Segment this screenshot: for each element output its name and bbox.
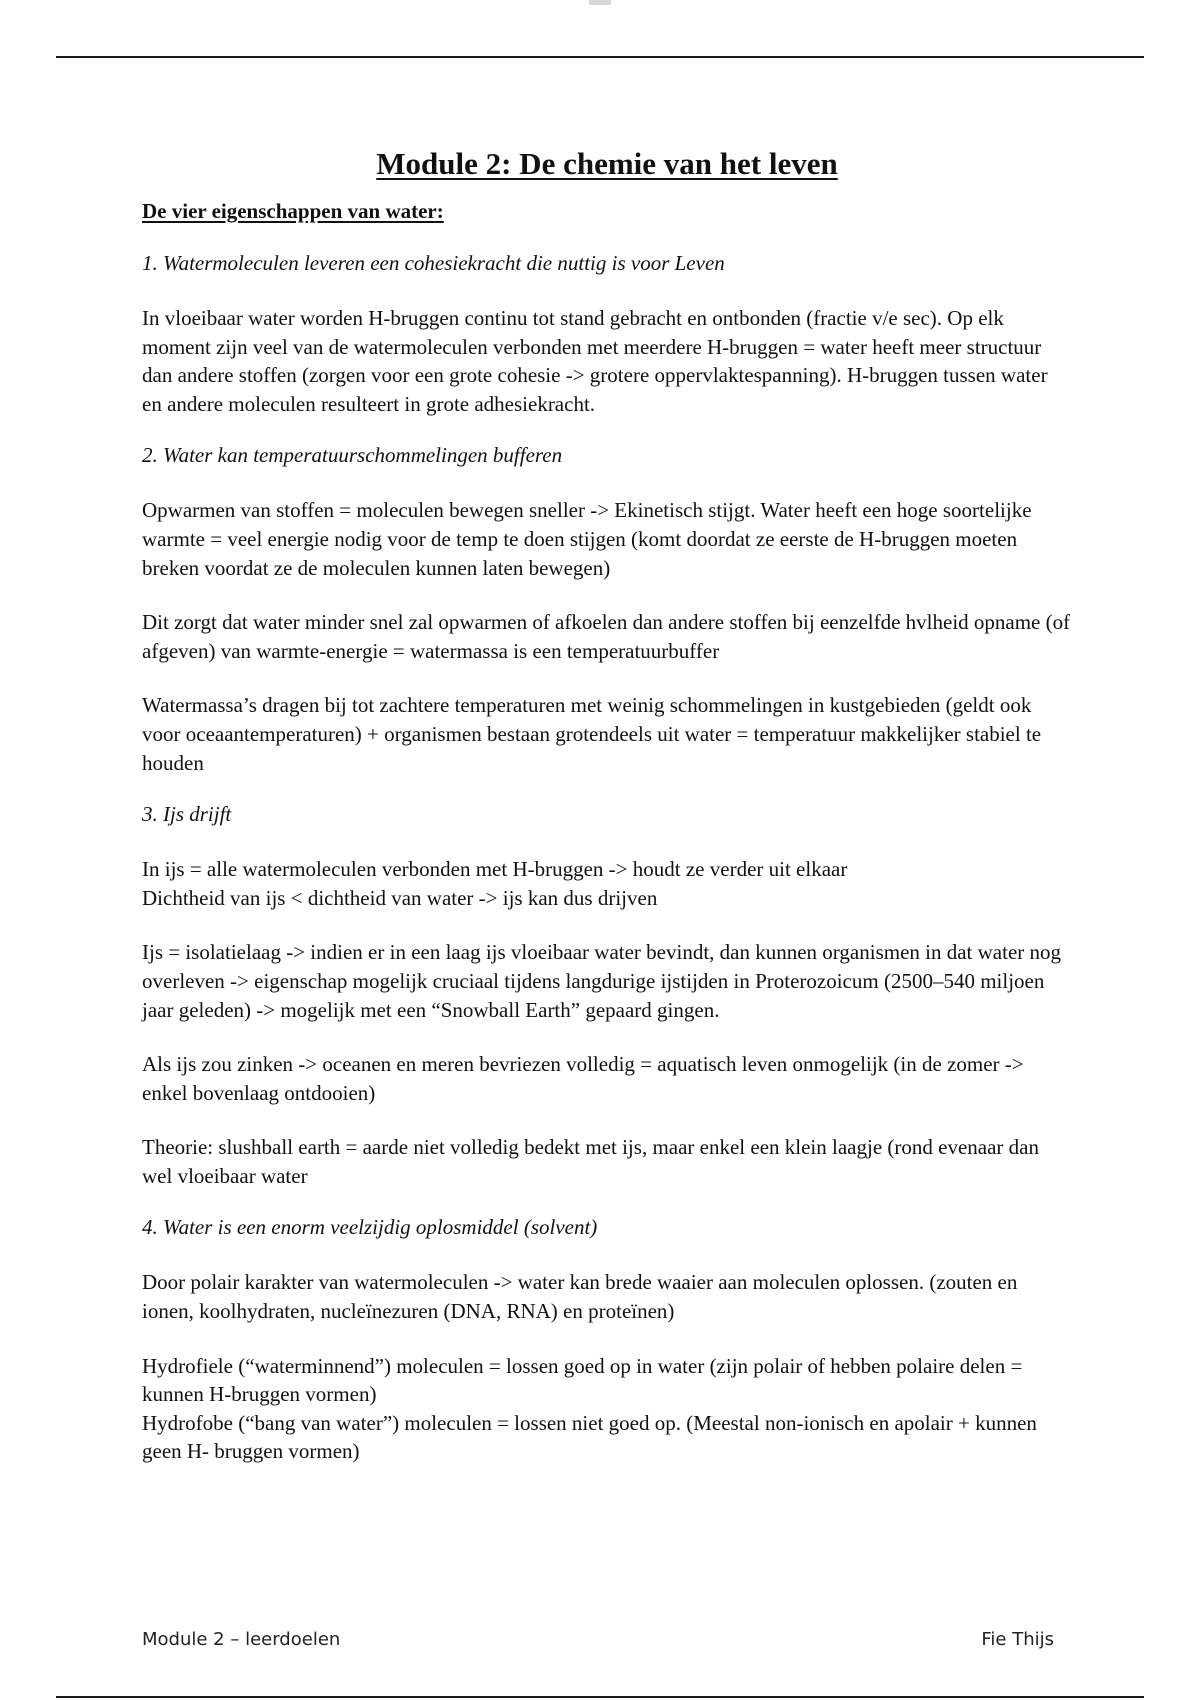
page-content xyxy=(142,140,1072,1466)
footer-author: Fie Thijs xyxy=(981,1629,1054,1650)
section-2-paragraph-3: Watermassa’s dragen bij tot zachtere temperaturen met weinig schommelingen in kustgebieden (geldt ook voor oceaantemperaturen) + organismen bestaan grotendeels uit water = temperatuur makkelijker stabiel te houden xyxy=(142,693,1042,775)
page-title: Module 2: De chemie van het leven xyxy=(376,146,838,181)
section-2-paragraph-1: Opwarmen van stoffen = moleculen bewegen sneller -> Ekinetisch stijgt. Water heeft een hoge soortelijke warmte = veel energie nodig voor de temp te doen stijgen (komt doordat ze eerste de H-bruggen moeten breken voordat ze de moleculen kunnen laten bewegen) xyxy=(142,498,1032,580)
header-rule xyxy=(56,56,1144,58)
section-4-paragraph-2: Hydrofiele (“waterminnend”) moleculen = lossen goed op in water (zijn polair of hebben polaire delen = kunnen H-bruggen vormen) xyxy=(142,1353,1023,1407)
section-subtitle: De vier eigenschappen van water: xyxy=(142,199,444,223)
footer-rule xyxy=(56,1696,1144,1698)
section-3-heading: 3. Ijs drijft xyxy=(142,802,232,827)
section-3-paragraph-5: Theorie: slushball earth = aarde niet volledig bedekt met ijs, maar enkel een klein laagje (rond evenaar dan wel vloeibaar water xyxy=(142,1135,1039,1188)
section-3-paragraph-2: Dichtheid van ijs < dichtheid van water -> ijs kan dus drijven xyxy=(142,885,658,910)
section-4-paragraph-3: Hydrofobe (“bang van water”) moleculen = lossen niet goed op. (Meestal non-ionisch en apolair + kunnen geen H- bruggen vormen) xyxy=(142,1410,1037,1464)
section-2-paragraph-2: Dit zorgt dat water minder snel zal opwarmen of afkoelen dan andere stoffen bij eenzelfde hvlheid opname (of afgeven) van warmte-energie = watermassa is een temperatuurbuffer xyxy=(142,610,1071,663)
section-3-paragraph-1: In ijs = alle watermoleculen verbonden met H-bruggen -> houdt ze verder uit elkaar xyxy=(142,857,848,882)
footer-module-label: Module 2 – leerdoelen xyxy=(142,1629,341,1650)
section-2-heading: 2. Water kan temperatuurschommelingen bufferen xyxy=(142,443,563,468)
section-3-paragraph-3: Ijs = isolatielaag -> indien er in een laag ijs vloeibaar water bevindt, dan kunnen organismen in dat water nog overleven -> eigenschap mogelijk cruciaal tijdens langdurige ijstijden in Proterozoicum (2500–540 miljoen jaar geleden) -> mogelijk met een “Snowball Earth” gepaard gingen. xyxy=(142,940,1062,1022)
section-4-heading: 4. Water is een enorm veelzijdig oplosmiddel (solvent) xyxy=(142,1215,598,1240)
section-1-paragraph-1: In vloeibaar water worden H-bruggen continu tot stand gebracht en ontbonden (fractie v/e sec). Op elk moment zijn veel van de watermoleculen verbonden met meerdere H-bruggen = water heeft meer structuur dan andere stoffen (zorgen voor een grote cohesie -> grotere oppervlaktespanning). H-bruggen tussen water en andere moleculen resulteert in grote adhesiekracht. xyxy=(142,306,1048,416)
page-top-marker xyxy=(589,0,611,5)
section-3-paragraph-4: Als ijs zou zinken -> oceanen en meren bevriezen volledig = aquatisch leven onmogelijk (in de zomer -> enkel bovenlaag ontdooien) xyxy=(142,1052,1024,1105)
section-4-paragraph-1: Door polair karakter van watermoleculen -> water kan brede waaier aan moleculen oplossen. (zouten en ionen, koolhydraten, nucleïnezuren (DNA, RNA) en proteïnen) xyxy=(142,1270,1018,1324)
section-1-heading: 1. Watermoleculen leveren een cohesiekracht die nuttig is voor Leven xyxy=(142,251,725,275)
